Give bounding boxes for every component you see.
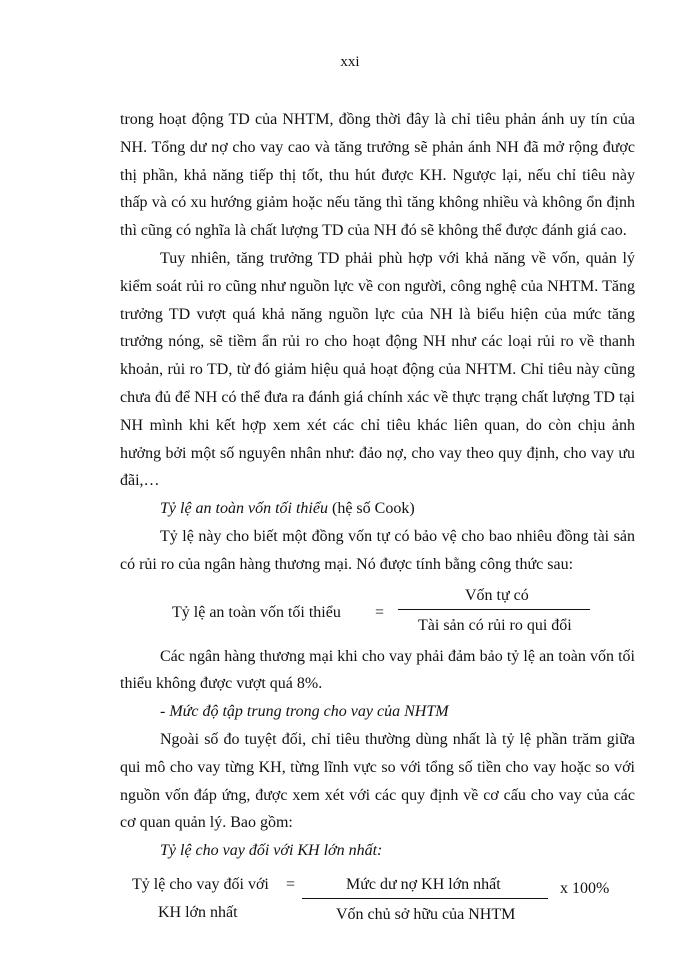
formula1-fraction-line <box>398 609 590 610</box>
heading-cook-rest: (hệ số Cook) <box>327 500 415 518</box>
formula1-equals: = <box>375 603 385 621</box>
paragraph-cook-definition: Tỷ lệ này cho biết một đồng vốn tự có bảo vệ cho bao nhiêu đồng tài sản có rủi ro của ngân hàng thương mại. Nó được tính bằng công thức sau: <box>120 527 635 573</box>
formula2-lhs-line1: Tỷ lệ cho vay đối với <box>132 875 269 893</box>
paragraph-concentration-definition: Ngoài số đo tuyệt đối, chỉ tiêu thường dùng nhất là tỷ lệ phần trăm giữa qui mô cho vay từng KH, từng lĩnh vực so với tổng số tiền cho vay hoặc so với nguồn vốn đáp ứng, được xem xét với các quy định về cơ cấu cho vay của các cơ quan quản lý. Bao gồm: <box>120 730 635 832</box>
formula2-lhs-line2: KH lớn nhất <box>158 903 238 921</box>
formula2-equals: = <box>286 875 296 893</box>
paragraph-td-growth: trong hoạt động TD của NHTM, đồng thời đây là chỉ tiêu phản ánh uy tín của NH. Tổng dư nợ cho vay cao và tăng trưởng sẽ phản ánh NH đã mở rộng được thị phần, khả năng tiếp thị tốt, thu hút được KH. Ngược lại, nếu chỉ tiêu này thấp và có xu hướng giảm hoặc nếu tăng thì tăng không nhiều và không ổn định thì cũng có nghĩa là chất lượng TD của NH đó sẽ không thể được đánh giá cao. <box>120 111 635 240</box>
formula2-numerator: Mức dư nợ KH lớn nhất <box>346 875 501 893</box>
formula2-fraction-line <box>302 898 548 899</box>
formula1-lhs: Tỷ lệ an toàn vốn tối thiểu <box>172 603 341 621</box>
paragraph-cook-requirement: Các ngân hàng thương mại khi cho vay phải đảm bảo tỷ lệ an toàn vốn tối thiểu không được vượt quá 8%. <box>120 647 635 693</box>
formula1-numerator: Vốn tự có <box>465 586 529 604</box>
paragraph-growth-caveat: Tuy nhiên, tăng trưởng TD phải phù hợp với khả năng về vốn, quản lý kiểm soát rủi ro cũng như nguồn lực về con người, công nghệ của NHTM. Tăng trưởng TD vượt quá khả năng nguồn lực của NH là biểu hiện của mức tăng trưởng nóng, sẽ tiềm ẩn rủi ro cho hoạt động NH như các loại rủi ro về thanh khoản, rủi ro TD, từ đó giảm hiệu quả hoạt động của NHTM. Chỉ tiêu này cũng chưa đủ để NH có thể đưa ra đánh giá chính xác về thực trạng chất lượng TD tại NH mình khi kết hợp xem xét các chỉ tiêu khác liên quan, do còn chịu ảnh hưởng bởi một số nguyên nhân như: đảo nợ, cho vay theo quy định, cho vay ưu đãi,… <box>120 249 635 490</box>
formula-capital-adequacy <box>120 581 635 637</box>
formula-largest-customer <box>120 869 635 941</box>
heading-cook-ratio <box>120 495 635 523</box>
formula2-multiplier: x 100% <box>560 879 610 897</box>
formula1-denominator: Tài sản có rủi ro qui đổi <box>418 616 572 634</box>
document-body <box>120 106 635 941</box>
heading-cook-italic: Tỷ lệ an toàn vốn tối thiểu <box>160 500 328 518</box>
page-number: xxi <box>340 54 360 70</box>
heading-lending-concentration: - Mức độ tập trung trong cho vay của NHTM <box>160 703 449 721</box>
heading-largest-customer-ratio: Tỷ lệ cho vay đối với KH lớn nhất: <box>160 842 383 860</box>
formula2-denominator: Vốn chủ sở hữu của NHTM <box>336 905 516 923</box>
